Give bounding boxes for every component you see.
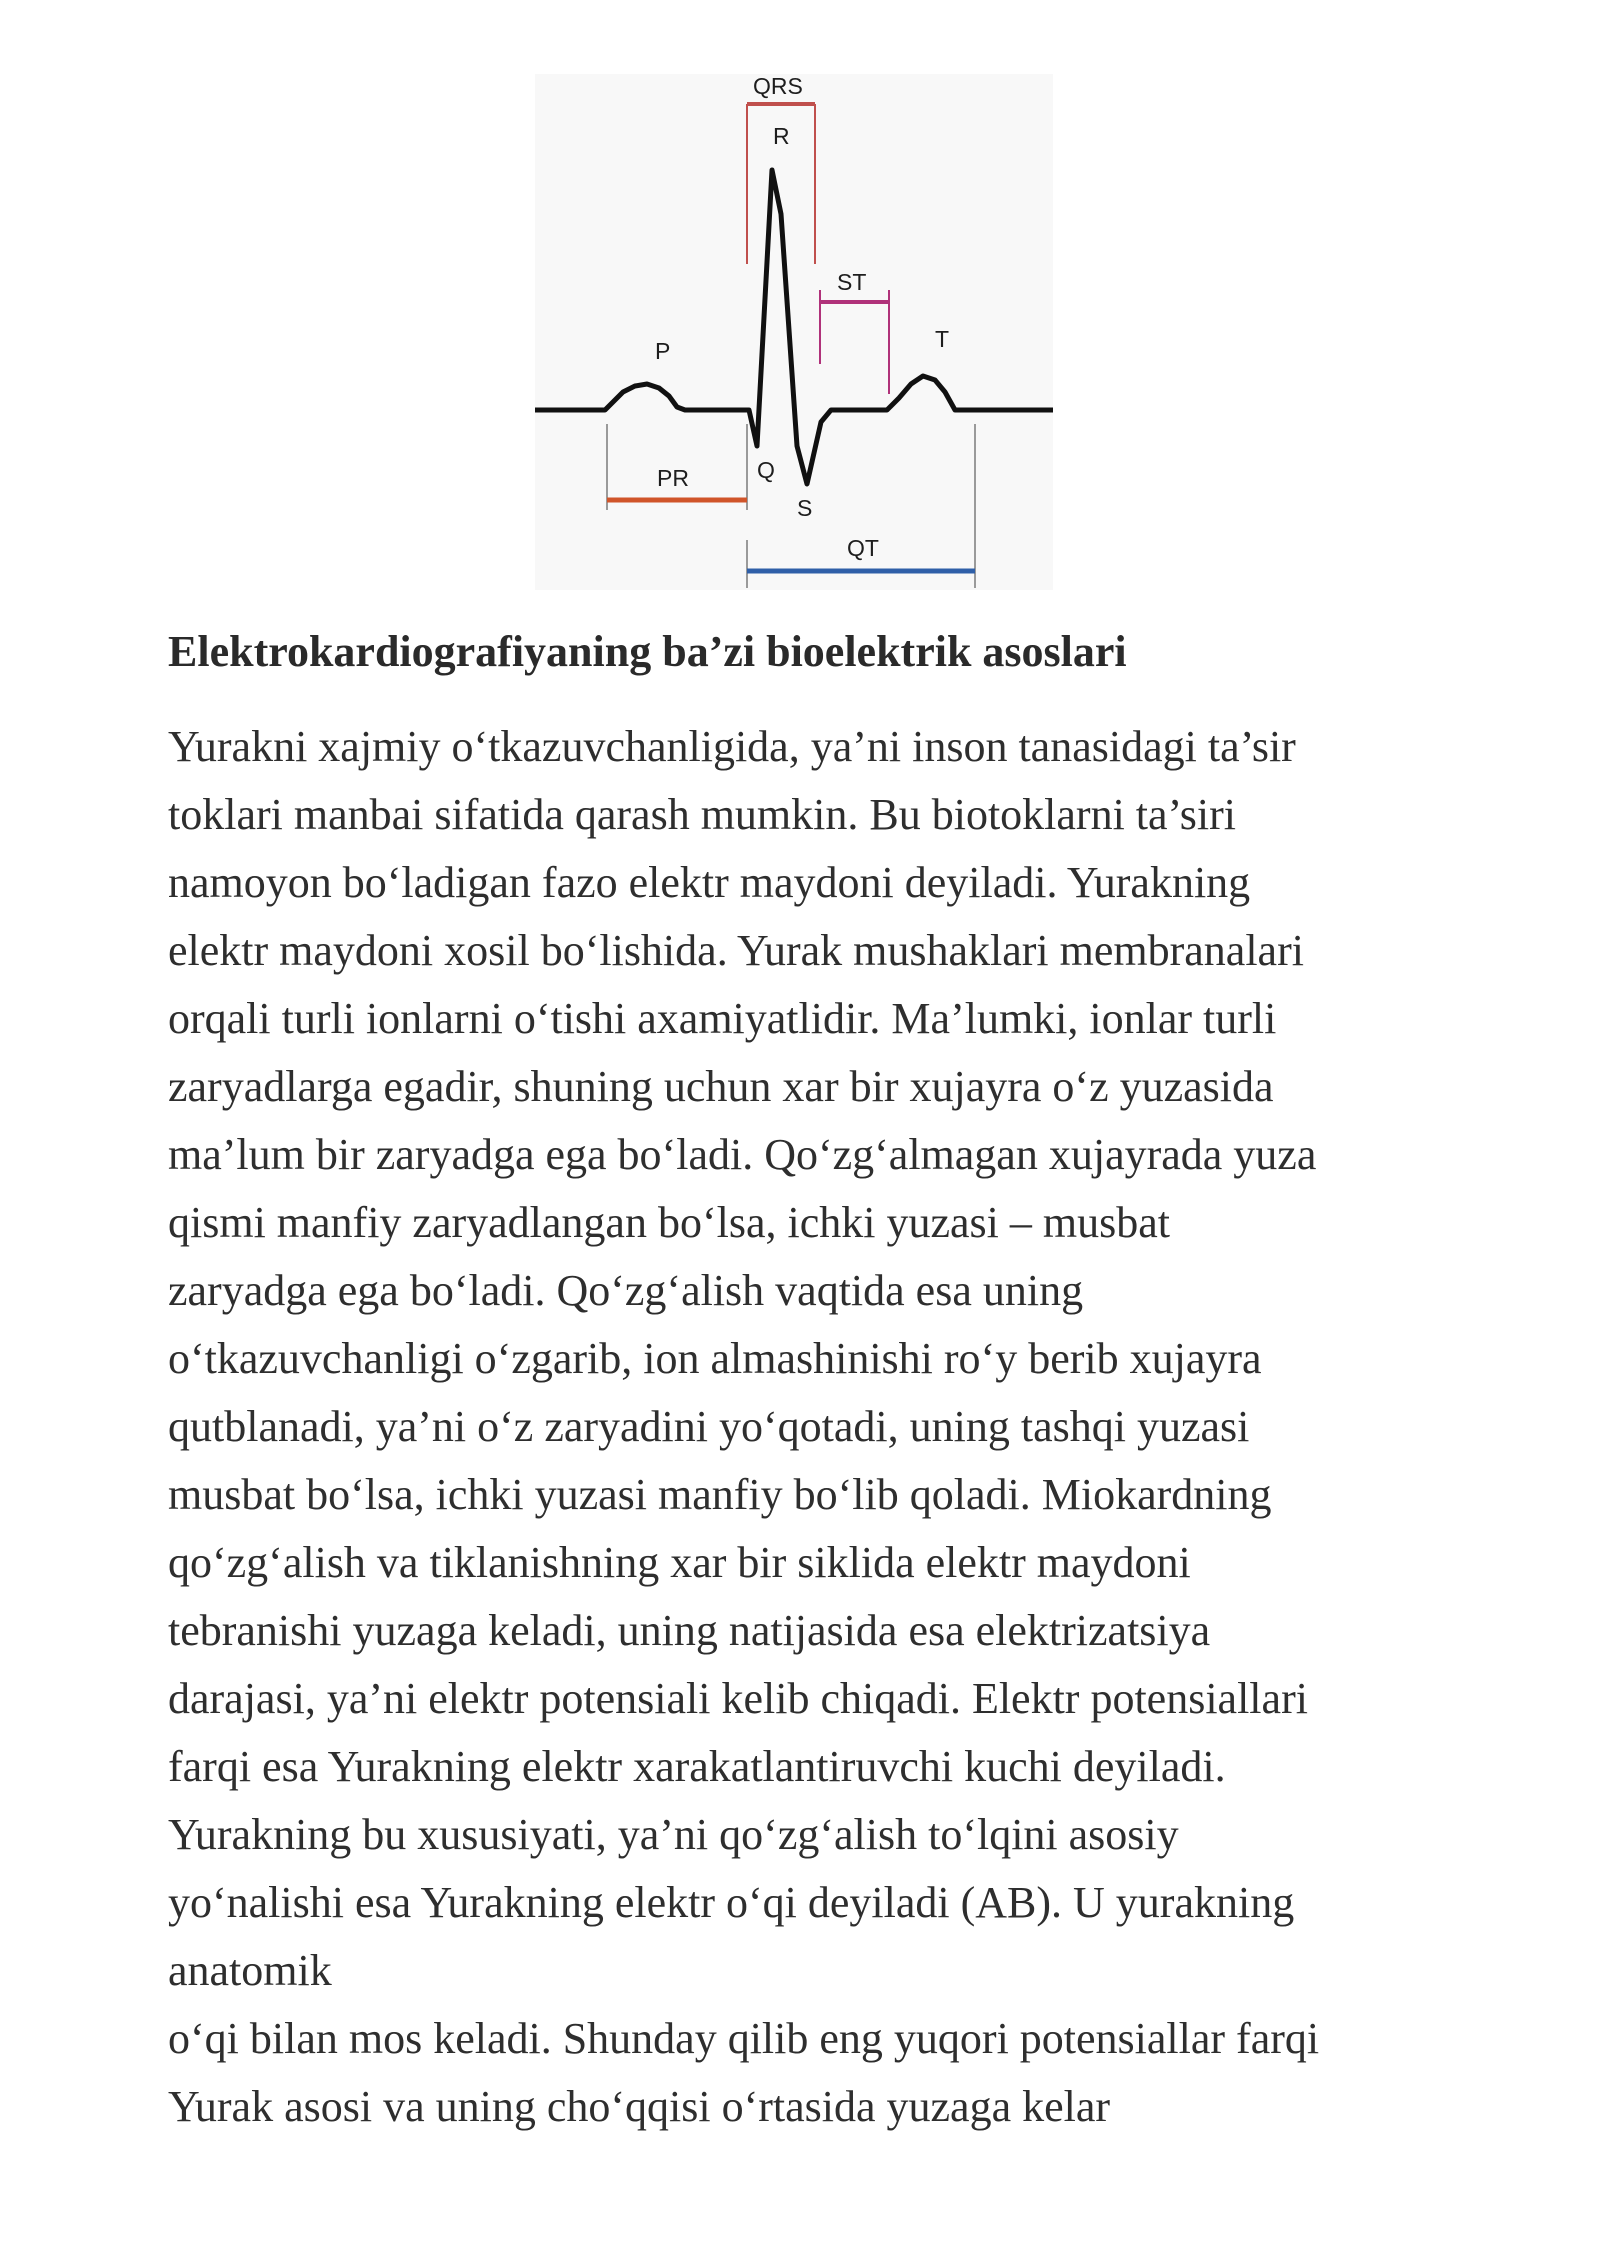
- body-line: o‘tkazuvchanligi o‘zgarib, ion almashinishi ro‘y berib xujayra: [168, 1334, 1262, 1383]
- body-paragraph: [168, 713, 1468, 2141]
- label-st: ST: [837, 269, 867, 295]
- label-q: Q: [757, 457, 775, 483]
- label-s: S: [797, 495, 813, 521]
- ecg-diagram-svg: [535, 74, 1053, 590]
- body-line: musbat bo‘lsa, ichki yuzasi manfiy bo‘lib qoladi. Miokardning: [168, 1470, 1272, 1519]
- body-line: elektr maydoni xosil bo‘lishida. Yurak mushaklari membranalari: [168, 926, 1304, 975]
- body-line: namoyon bo‘ladigan fazo elektr maydoni deyiladi. Yurakning: [168, 858, 1251, 907]
- body-line: qismi manfiy zaryadlangan bo‘lsa, ichki yuzasi – musbat: [168, 1198, 1170, 1247]
- section-heading: Elektrokardiografiyaning ba’zi bioelektrik asoslari: [168, 627, 1127, 676]
- body-line: tebranishi yuzaga keladi, uning natijasida esa elektrizatsiya: [168, 1606, 1211, 1655]
- label-p: P: [655, 338, 671, 364]
- body-line: Yurak asosi va uning cho‘qqisi o‘rtasida yuzaga kelar: [168, 2082, 1111, 2131]
- body-line: zaryadlarga egadir, shuning uchun xar bir xujayra o‘z yuzasida: [168, 1062, 1274, 1111]
- body-line: qutblanadi, ya’ni o‘z zaryadini yo‘qotadi, uning tashqi yuzasi: [168, 1402, 1250, 1451]
- label-qt: QT: [847, 535, 879, 561]
- body-line: o‘qi bilan mos keladi. Shunday qilib eng yuqori potensiallar farqi: [168, 2014, 1320, 2063]
- label-pr: PR: [657, 465, 689, 491]
- body-line: darajasi, ya’ni elektr potensiali kelib chiqadi. Elektr potensiallari: [168, 1674, 1308, 1723]
- body-line: Yurakning bu xususiyati, ya’ni qo‘zg‘alish to‘lqini asosiy: [168, 1810, 1179, 1859]
- label-t: T: [935, 326, 950, 352]
- body-line: zaryadga ega bo‘ladi. Qo‘zg‘alish vaqtida esa uning: [168, 1266, 1084, 1315]
- body-line: toklari manbai sifatida qarash mumkin. Bu biotoklarni ta’siri: [168, 790, 1237, 839]
- body-line: ma’lum bir zaryadga ega bo‘ladi. Qo‘zg‘almagan xujayrada yuza: [168, 1130, 1317, 1179]
- label-qrs: QRS: [753, 74, 803, 99]
- label-r: R: [773, 123, 790, 149]
- ecg-diagram: [535, 74, 1053, 590]
- body-line: qo‘zg‘alish va tiklanishning xar bir siklida elektr maydoni: [168, 1538, 1191, 1587]
- body-line: yo‘nalishi esa Yurakning elektr o‘qi deyiladi (AB). U yurakning: [168, 1878, 1295, 1927]
- body-line: Yurakni xajmiy o‘tkazuvchanligida, ya’ni inson tanasidagi ta’sir: [168, 722, 1296, 771]
- body-line: orqali turli ionlarni o‘tishi axamiyatlidir. Ma’lumki, ionlar turli: [168, 994, 1277, 1043]
- body-line: anatomik: [168, 1946, 332, 1995]
- body-line: farqi esa Yurakning elektr xarakatlantiruvchi kuchi deyiladi.: [168, 1742, 1226, 1791]
